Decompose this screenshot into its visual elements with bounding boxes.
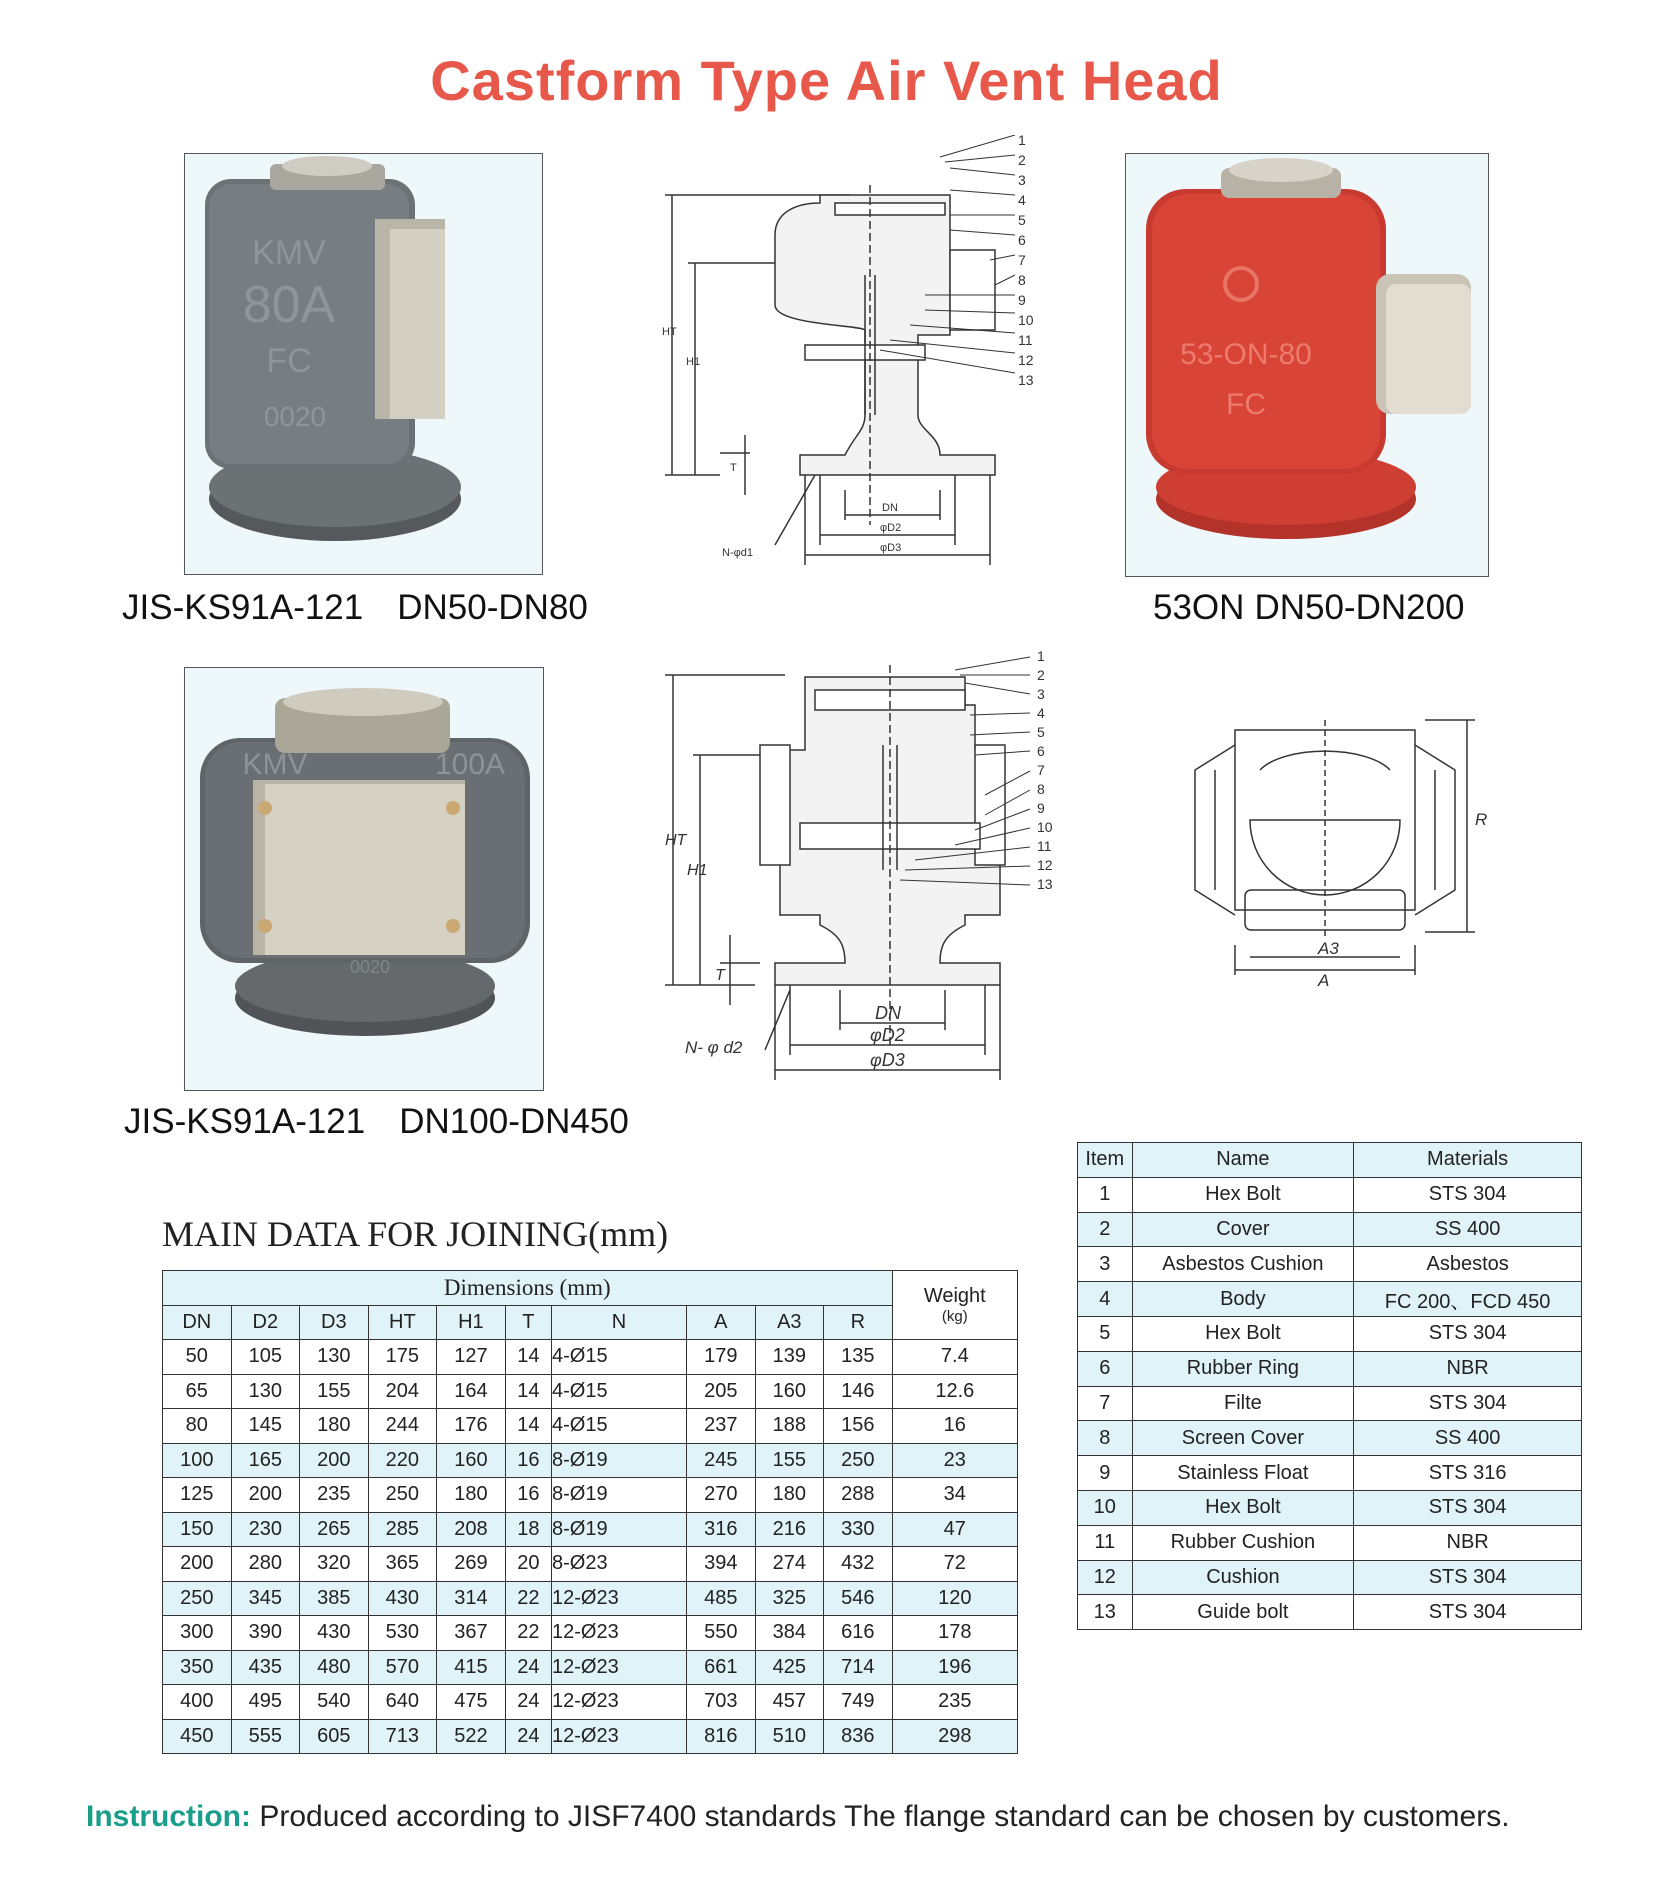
callout-label: 5 — [1037, 724, 1045, 740]
table-cell: 146 — [824, 1374, 893, 1409]
table-cell: 546 — [824, 1581, 893, 1616]
callout-label: 7 — [1018, 252, 1026, 268]
table-cell: 298 — [892, 1719, 1017, 1754]
table-cell: 540 — [300, 1685, 369, 1720]
callout-label: 12 — [1018, 352, 1034, 368]
table-cell: 314 — [437, 1581, 506, 1616]
table-row — [1078, 1282, 1582, 1317]
table-cell: 1 — [1078, 1177, 1133, 1212]
casting-text: FC — [1226, 388, 1266, 421]
casting-text: KMV — [252, 234, 326, 272]
table-cell: 100 — [163, 1443, 232, 1478]
table-row — [163, 1409, 1018, 1444]
table-cell: 23 — [892, 1443, 1017, 1478]
dim-r-label: R — [1475, 810, 1488, 829]
main-data-rows — [163, 1340, 1018, 1754]
table-cell: 4-Ø15 — [552, 1409, 687, 1444]
product-photo-grey-large — [184, 667, 544, 1091]
table-cell: 703 — [687, 1685, 756, 1720]
table-cell: 235 — [892, 1685, 1017, 1720]
table-cell: 20 — [505, 1547, 551, 1582]
table-row — [163, 1512, 1018, 1547]
table-cell: 150 — [163, 1512, 232, 1547]
caption-product-1 — [122, 588, 622, 628]
table-cell: 34 — [892, 1478, 1017, 1513]
table-cell: Stainless Float — [1132, 1456, 1354, 1491]
table-cell: 12-Ø23 — [552, 1685, 687, 1720]
column-header: DN — [163, 1305, 232, 1340]
table-cell: NBR — [1354, 1351, 1582, 1386]
dim-d3-label: φD3 — [870, 1050, 905, 1070]
dim-ht-label: HT — [662, 326, 677, 338]
table-cell: 400 — [163, 1685, 232, 1720]
parts-header: Item — [1078, 1143, 1133, 1178]
table-cell: 4-Ø15 — [552, 1340, 687, 1375]
table-cell: 179 — [687, 1340, 756, 1375]
callout-label: 13 — [1018, 372, 1034, 388]
parts-header: Materials — [1354, 1143, 1582, 1178]
table-row — [163, 1719, 1018, 1754]
table-cell: 160 — [755, 1374, 824, 1409]
table-cell: 4 — [1078, 1282, 1133, 1317]
table-row — [163, 1374, 1018, 1409]
table-cell: Asbestos — [1354, 1247, 1582, 1282]
casting-text: 100A — [434, 748, 506, 781]
table-cell: 269 — [437, 1547, 506, 1582]
dim-t-label: T — [715, 967, 725, 984]
table-cell: 230 — [231, 1512, 300, 1547]
table-cell: 16 — [892, 1409, 1017, 1444]
table-row — [163, 1616, 1018, 1651]
table-cell: 155 — [755, 1443, 824, 1478]
table-cell: 164 — [437, 1374, 506, 1409]
casting-text: 80A — [242, 276, 336, 334]
callout-label: 1 — [1018, 135, 1026, 148]
table-row — [163, 1685, 1018, 1720]
table-cell: Asbestos Cushion — [1132, 1247, 1354, 1282]
table-cell: 274 — [755, 1547, 824, 1582]
table-cell: Filte — [1132, 1386, 1354, 1421]
table-cell: 749 — [824, 1685, 893, 1720]
table-cell: 180 — [755, 1478, 824, 1513]
table-cell: Screen Cover — [1132, 1421, 1354, 1456]
table-cell: 430 — [368, 1581, 437, 1616]
table-cell: 816 — [687, 1719, 756, 1754]
casting-text: 0020 — [263, 401, 327, 432]
table-cell: 47 — [892, 1512, 1017, 1547]
dim-bolts-label: N- φ d2 — [685, 1038, 743, 1057]
table-cell: Guide bolt — [1132, 1595, 1354, 1630]
callout-label: 9 — [1018, 292, 1026, 308]
dim-h1-label: H1 — [686, 356, 701, 368]
table-cell: 16 — [505, 1478, 551, 1513]
table-cell: 130 — [231, 1374, 300, 1409]
casting-text: KMV — [242, 748, 308, 781]
table-cell: 325 — [755, 1581, 824, 1616]
dim-a3-label: A3 — [1318, 939, 1339, 958]
table-cell: Rubber Ring — [1132, 1351, 1354, 1386]
table-cell: Cushion — [1132, 1560, 1354, 1595]
table-cell: 24 — [505, 1719, 551, 1754]
table-cell: 14 — [505, 1340, 551, 1375]
table-cell: 13 — [1078, 1595, 1133, 1630]
table-row — [1078, 1386, 1582, 1421]
column-header: D3 — [300, 1305, 369, 1340]
dim-h1-label: H1 — [687, 862, 708, 879]
table-cell: 350 — [163, 1650, 232, 1685]
table-cell: 457 — [755, 1685, 824, 1720]
table-row — [1078, 1177, 1582, 1212]
table-cell: 14 — [505, 1409, 551, 1444]
table-row — [163, 1581, 1018, 1616]
table-cell: 495 — [231, 1685, 300, 1720]
callout-label: 4 — [1018, 192, 1026, 208]
table-cell: 265 — [300, 1512, 369, 1547]
table-row — [163, 1650, 1018, 1685]
table-cell: Hex Bolt — [1132, 1316, 1354, 1351]
table-cell: 280 — [231, 1547, 300, 1582]
instruction-text: Produced according to JISF7400 standards The flange standard can be chosen by customers. — [259, 1800, 1510, 1833]
table-cell: 390 — [231, 1616, 300, 1651]
table-cell: 250 — [824, 1443, 893, 1478]
table-cell: 384 — [755, 1616, 824, 1651]
table-cell: 200 — [231, 1478, 300, 1513]
table-cell: 510 — [755, 1719, 824, 1754]
range-label: DN100-DN450 — [399, 1102, 629, 1141]
dim-d2-label: φD2 — [870, 1025, 905, 1045]
weight-unit: (kg) — [941, 1308, 968, 1325]
callout-label: 6 — [1018, 232, 1026, 248]
table-cell: 450 — [163, 1719, 232, 1754]
table-cell: 16 — [505, 1443, 551, 1478]
column-header: R — [824, 1305, 893, 1340]
table-cell: SS 400 — [1354, 1212, 1582, 1247]
callout-label: 10 — [1018, 312, 1034, 328]
column-header: A — [687, 1305, 756, 1340]
table-cell: 5 — [1078, 1316, 1133, 1351]
column-header-row — [163, 1305, 1018, 1340]
model-label: JIS-KS91A-121 — [124, 1102, 366, 1141]
main-data-title: MAIN DATA FOR JOINING(mm) — [162, 1214, 669, 1254]
table-cell: Rubber Cushion — [1132, 1525, 1354, 1560]
table-cell: SS 400 — [1354, 1421, 1582, 1456]
table-cell: 616 — [824, 1616, 893, 1651]
column-header: D2 — [231, 1305, 300, 1340]
callout-label: 13 — [1037, 876, 1053, 892]
table-cell: 139 — [755, 1340, 824, 1375]
callout-label: 10 — [1037, 819, 1053, 835]
callout-label: 2 — [1018, 152, 1026, 168]
table-cell: 205 — [687, 1374, 756, 1409]
table-cell: 22 — [505, 1616, 551, 1651]
table-cell: 345 — [231, 1581, 300, 1616]
range-label: DN50-DN200 — [1254, 588, 1465, 627]
table-cell: 200 — [300, 1443, 369, 1478]
dim-d3-label: φD3 — [880, 542, 902, 554]
table-cell: 220 — [368, 1443, 437, 1478]
table-cell: 3 — [1078, 1247, 1133, 1282]
table-cell: 155 — [300, 1374, 369, 1409]
callout-label: 4 — [1037, 705, 1045, 721]
page-title: Castform Type Air Vent Head — [430, 49, 1223, 112]
table-cell: Body — [1132, 1282, 1354, 1317]
table-cell: 6 — [1078, 1351, 1133, 1386]
table-cell: 188 — [755, 1409, 824, 1444]
table-cell: 365 — [368, 1547, 437, 1582]
table-cell: 200 — [163, 1547, 232, 1582]
callout-label: 8 — [1037, 781, 1045, 797]
table-cell: 80 — [163, 1409, 232, 1444]
callout-label: 11 — [1018, 332, 1033, 348]
table-cell: STS 304 — [1354, 1595, 1582, 1630]
table-cell: 8-Ø19 — [552, 1512, 687, 1547]
table-cell: 216 — [755, 1512, 824, 1547]
column-header: H1 — [437, 1305, 506, 1340]
column-header: N — [552, 1305, 687, 1340]
table-cell: 555 — [231, 1719, 300, 1754]
table-cell: 522 — [437, 1719, 506, 1754]
table-cell: 18 — [505, 1512, 551, 1547]
table-cell: 435 — [231, 1650, 300, 1685]
table-cell: 250 — [163, 1581, 232, 1616]
table-cell: STS 304 — [1354, 1177, 1582, 1212]
table-cell: 8-Ø19 — [552, 1443, 687, 1478]
table-cell: 12-Ø23 — [552, 1719, 687, 1754]
dim-a-label: A — [1318, 971, 1330, 990]
table-cell: 550 — [687, 1616, 756, 1651]
casting-text: 0020 — [349, 957, 391, 977]
dim-dn-label: DN — [882, 502, 898, 514]
table-cell: 330 — [824, 1512, 893, 1547]
drawing-large-valve — [665, 645, 1085, 1095]
table-cell: 415 — [437, 1650, 506, 1685]
table-cell: 530 — [368, 1616, 437, 1651]
model-label: JIS-KS91A-121 — [122, 588, 364, 627]
table-row — [1078, 1490, 1582, 1525]
table-cell: 12-Ø23 — [552, 1581, 687, 1616]
table-cell: 24 — [505, 1650, 551, 1685]
table-cell: 475 — [437, 1685, 506, 1720]
callout-label: 5 — [1018, 212, 1026, 228]
table-cell: 7.4 — [892, 1340, 1017, 1375]
table-cell: 127 — [437, 1340, 506, 1375]
table-cell: 22 — [505, 1581, 551, 1616]
table-cell: 125 — [163, 1478, 232, 1513]
table-row — [1078, 1421, 1582, 1456]
model-label: 53ON — [1153, 588, 1245, 627]
table-cell: 2 — [1078, 1212, 1133, 1247]
parts-table — [1077, 1142, 1582, 1630]
callout-label: 1 — [1037, 648, 1045, 664]
product-photo-red — [1125, 153, 1489, 577]
instruction — [86, 1800, 1510, 1834]
table-cell: 836 — [824, 1719, 893, 1754]
weight-header — [892, 1271, 1017, 1340]
caption-product-2 — [1153, 588, 1499, 628]
caption-product-3 — [124, 1102, 663, 1142]
callout-label: 12 — [1037, 857, 1053, 873]
table-row — [1078, 1247, 1582, 1282]
table-row — [1078, 1212, 1582, 1247]
table-cell: 120 — [892, 1581, 1017, 1616]
drawing-small-valve — [650, 135, 1080, 570]
table-cell: 178 — [892, 1616, 1017, 1651]
table-cell: 485 — [687, 1581, 756, 1616]
table-cell: 300 — [163, 1616, 232, 1651]
parts-rows — [1078, 1177, 1582, 1629]
table-row — [1078, 1456, 1582, 1491]
dim-t-label: T — [730, 462, 737, 474]
table-cell: Hex Bolt — [1132, 1490, 1354, 1525]
table-row — [163, 1547, 1018, 1582]
table-cell: 714 — [824, 1650, 893, 1685]
table-cell: 12-Ø23 — [552, 1650, 687, 1685]
table-cell: 24 — [505, 1685, 551, 1720]
table-cell: 10 — [1078, 1490, 1133, 1525]
table-row — [1078, 1351, 1582, 1386]
table-cell: 196 — [892, 1650, 1017, 1685]
table-cell: 8-Ø23 — [552, 1547, 687, 1582]
table-cell: 244 — [368, 1409, 437, 1444]
table-cell: NBR — [1354, 1525, 1582, 1560]
table-cell: 12-Ø23 — [552, 1616, 687, 1651]
table-row — [163, 1340, 1018, 1375]
casting-text: FC — [266, 342, 312, 380]
table-cell: 8-Ø19 — [552, 1478, 687, 1513]
table-cell: STS 304 — [1354, 1386, 1582, 1421]
callout-label: 3 — [1037, 686, 1045, 702]
table-cell: 135 — [824, 1340, 893, 1375]
table-cell: 160 — [437, 1443, 506, 1478]
table-row — [1078, 1316, 1582, 1351]
table-cell: FC 200、FCD 450 — [1354, 1282, 1582, 1317]
table-row — [1078, 1525, 1582, 1560]
callout-label: 3 — [1018, 172, 1026, 188]
column-header: T — [505, 1305, 551, 1340]
table-cell: 180 — [300, 1409, 369, 1444]
dim-d2-label: φD2 — [880, 522, 902, 534]
callout-label: 6 — [1037, 743, 1045, 759]
table-cell: 713 — [368, 1719, 437, 1754]
table-cell: 9 — [1078, 1456, 1133, 1491]
column-header: HT — [368, 1305, 437, 1340]
table-cell: 14 — [505, 1374, 551, 1409]
table-row — [1078, 1595, 1582, 1630]
table-cell: Hex Bolt — [1132, 1177, 1354, 1212]
table-cell: 640 — [368, 1685, 437, 1720]
callout-label: 8 — [1018, 272, 1026, 288]
table-cell: 605 — [300, 1719, 369, 1754]
table-cell: STS 304 — [1354, 1560, 1582, 1595]
table-cell: 250 — [368, 1478, 437, 1513]
table-row — [1078, 1560, 1582, 1595]
table-cell: 65 — [163, 1374, 232, 1409]
table-cell: 7 — [1078, 1386, 1133, 1421]
parts-header: Name — [1132, 1143, 1354, 1178]
table-cell: 11 — [1078, 1525, 1133, 1560]
table-cell: 394 — [687, 1547, 756, 1582]
table-cell: 385 — [300, 1581, 369, 1616]
casting-text: 53-ON-80 — [1180, 338, 1312, 371]
table-cell: 235 — [300, 1478, 369, 1513]
product-photo-grey-small — [184, 153, 543, 575]
table-cell: STS 316 — [1354, 1456, 1582, 1491]
table-cell: 432 — [824, 1547, 893, 1582]
table-cell: 130 — [300, 1340, 369, 1375]
table-cell: 320 — [300, 1547, 369, 1582]
instruction-label: Instruction: — [86, 1800, 251, 1833]
table-cell: 175 — [368, 1340, 437, 1375]
table-cell: 145 — [231, 1409, 300, 1444]
table-cell: STS 304 — [1354, 1316, 1582, 1351]
range-label: DN50-DN80 — [397, 588, 588, 627]
table-cell: 105 — [231, 1340, 300, 1375]
dim-dn-label: DN — [875, 1003, 901, 1023]
table-cell: 367 — [437, 1616, 506, 1651]
callout-label: 9 — [1037, 800, 1045, 816]
table-cell: 208 — [437, 1512, 506, 1547]
parts-header-row — [1078, 1143, 1582, 1178]
table-cell: 50 — [163, 1340, 232, 1375]
table-cell: Cover — [1132, 1212, 1354, 1247]
dim-ht-label: HT — [665, 832, 687, 849]
table-cell: 430 — [300, 1616, 369, 1651]
table-cell: 425 — [755, 1650, 824, 1685]
table-cell: 288 — [824, 1478, 893, 1513]
table-cell: 270 — [687, 1478, 756, 1513]
table-cell: 237 — [687, 1409, 756, 1444]
table-cell: 570 — [368, 1650, 437, 1685]
table-cell: 8 — [1078, 1421, 1133, 1456]
table-cell: 12 — [1078, 1560, 1133, 1595]
table-cell: 72 — [892, 1547, 1017, 1582]
table-row — [163, 1478, 1018, 1513]
dimensions-group-header: Dimensions (mm) — [163, 1271, 893, 1306]
table-cell: 316 — [687, 1512, 756, 1547]
callout-label: 7 — [1037, 762, 1045, 778]
table-cell: 285 — [368, 1512, 437, 1547]
table-cell: 12.6 — [892, 1374, 1017, 1409]
table-cell: 4-Ø15 — [552, 1374, 687, 1409]
table-cell: 480 — [300, 1650, 369, 1685]
table-cell: 245 — [687, 1443, 756, 1478]
table-row — [163, 1443, 1018, 1478]
column-header: A3 — [755, 1305, 824, 1340]
main-data-table — [162, 1270, 1018, 1754]
table-cell: 156 — [824, 1409, 893, 1444]
table-cell: 176 — [437, 1409, 506, 1444]
drawing-top-view — [1175, 700, 1535, 1000]
callout-label: 2 — [1037, 667, 1045, 683]
weight-label: Weight — [923, 1285, 986, 1307]
table-cell: STS 304 — [1354, 1490, 1582, 1525]
table-cell: 661 — [687, 1650, 756, 1685]
table-cell: 180 — [437, 1478, 506, 1513]
table-cell: 204 — [368, 1374, 437, 1409]
callout-label: 11 — [1037, 838, 1052, 854]
table-cell: 165 — [231, 1443, 300, 1478]
dim-bolts-label: N-φd1 — [722, 547, 753, 559]
